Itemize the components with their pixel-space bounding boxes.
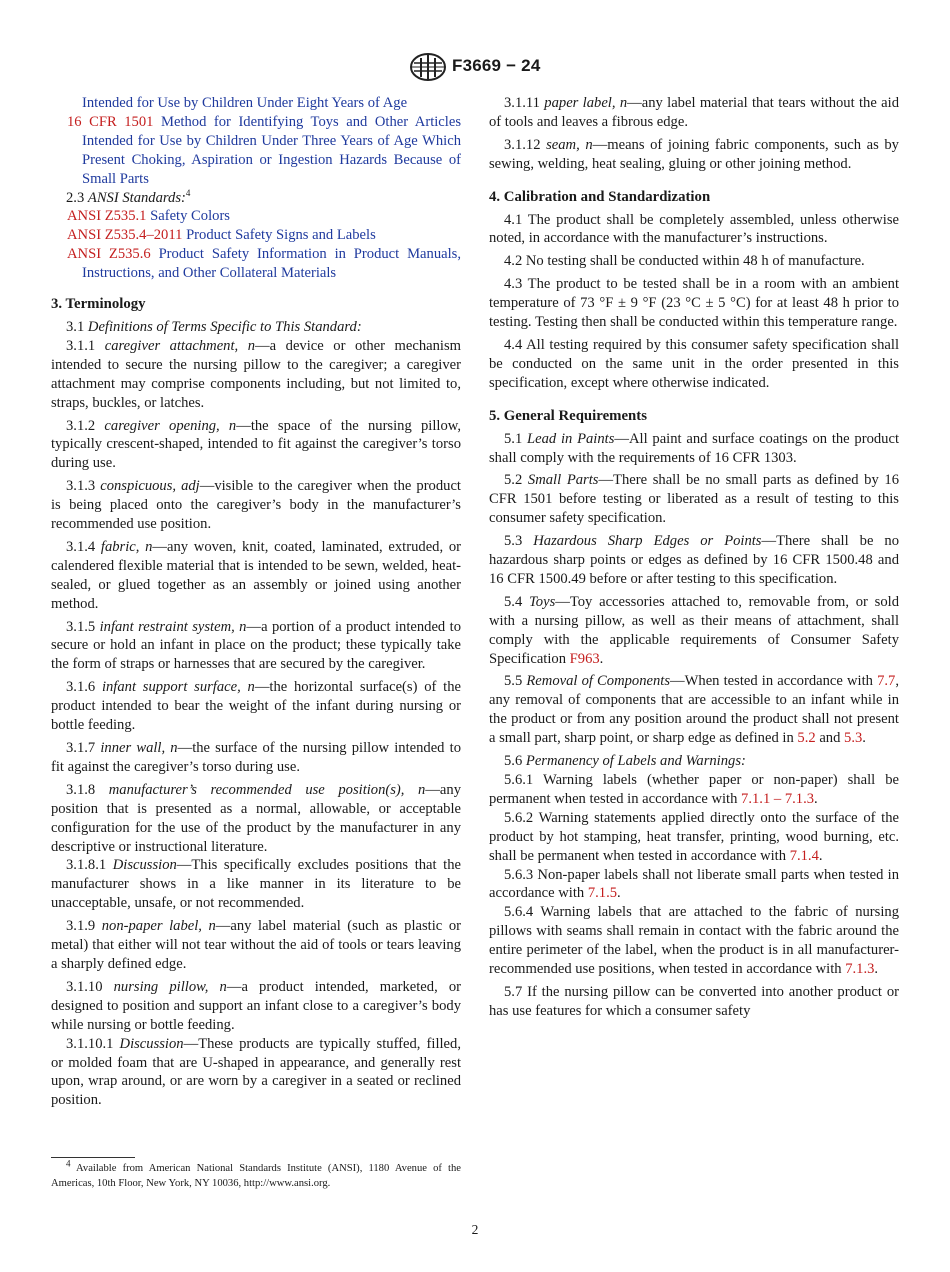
- paragraph: 3.1.11 paper label, n—any label material that tears without the aid of tools and leaves a fibrous edge.: [489, 95, 899, 130]
- reference-title[interactable]: Product Safety Information in Product Manuals, Instructions, and Other Collateral Materials: [82, 246, 461, 282]
- paragraph: 3.1 Definitions of Terms Specific to This Standard:: [66, 318, 362, 335]
- cross-reference-link[interactable]: 7.1.4: [789, 847, 819, 864]
- reference-item: [51, 226, 461, 245]
- paragraph: 3.1.7 inner wall, n—the surface of the nursing pillow intended to fit against the caregiver’s torso during use.: [51, 740, 461, 775]
- paragraph: 3.1.12 seam, n—means of joining fabric components, such as by sewing, welding, heat sealing, gluing or other joining method.: [489, 136, 899, 172]
- document-id: F3669 − 24: [452, 56, 541, 75]
- cross-reference-link[interactable]: 7.1.1 – 7.1.3: [741, 790, 815, 807]
- cross-reference-link[interactable]: 7.7: [877, 673, 896, 690]
- paragraph: 5.1 Lead in Paints—All paint and surface coatings on the product shall comply with the requirements of 16 CFR 1303.: [489, 430, 899, 466]
- paragraph: 3.1.5 infant restraint system, n—a portion of a product intended to secure or hold an infant in place on the product; these typically take the form of straps or harnesses that are secured by the caregiver.: [51, 618, 461, 673]
- astm-logo-icon: [408, 52, 448, 82]
- reference-title[interactable]: Product Safety Signs and Labels: [186, 227, 376, 244]
- reference-code[interactable]: ANSI Z535.4–2011: [67, 227, 183, 244]
- cross-reference-link[interactable]: F963: [569, 650, 600, 667]
- paragraph: 5.4 Toys—Toy accessories attached to, removable from, or sold with a nursing pillow, as well as their means of attachment, shall comply with the applicable requirements of Consumer Safety Specification F963.: [489, 593, 899, 667]
- paragraph: 3.1.10 nursing pillow, n—a product intended, marketed, or designed to position and support an infant close to a caregiver’s body while nursing or bottle feeding.: [51, 978, 461, 1033]
- reference-title[interactable]: Safety Colors: [150, 208, 230, 225]
- reference-code[interactable]: ANSI Z535.1: [67, 208, 147, 225]
- paragraph: 4.4 All testing required by this consumer safety specification shall be conducted on the same unit in the order presented in this specification, except where otherwise indicated.: [489, 336, 899, 391]
- cross-reference-link[interactable]: 5.2: [797, 730, 816, 747]
- section-heading: 5. General Requirements: [489, 407, 647, 424]
- paragraph: 4.1 The product shall be completely assembled, unless otherwise noted, in accordance with the manufacturer’s instructions.: [489, 211, 899, 247]
- paragraph: 5.6.1 Warning labels (whether paper or non-paper) shall be permanent when tested in accordance with 7.1.1 – 7.1.3.: [489, 772, 899, 807]
- page-header: [0, 52, 950, 84]
- paragraph: 5.3 Hazardous Sharp Edges or Points—There shall be no hazardous sharp points or edges as defined by 16 CFR 1500.48 and 16 CFR 1500.49 before or after testing to this specification.: [489, 533, 899, 587]
- paragraph: 4.2 No testing shall be conducted within 48 h of manufacture.: [504, 253, 865, 270]
- footnote-divider: [51, 1157, 135, 1158]
- paragraph: 5.6.2 Warning statements applied directly onto the surface of the product by hot stamping, heat transfer, printing, wood burning, etc. shall be permanent when tested in accordance with 7.1.4.: [489, 809, 899, 864]
- paragraph: 3.1.4 fabric, n—any woven, knit, coated, laminated, extruded, or calendered flexible material that is intended to be sewn, welded, heat-sealed, or glued together as an assembly or joined using another method.: [51, 538, 461, 612]
- ansi-standards-heading: 2.3 ANSI Standards:$^4$: [66, 187, 191, 206]
- paragraph: 3.1.10.1 Discussion—These products are typically stuffed, filled, or molded foam that are U-shaped in appearance, and generally rest upon, wrap around, or are worn by a caregiver in a seated or reclined position.: [51, 1035, 461, 1109]
- paragraph: 3.1.1 caregiver attachment, n—a device or other mechanism intended to secure the nursing pillow to the caregiver; a caregiver attachment may comprise components including, but not limited to, straps, buckles, or latches.: [51, 337, 461, 411]
- reference-title[interactable]: Method for Identifying Toys and Other Articles Intended for Use by Children Under Three Years of Age Which Present Choking, Aspiration or Ingestion Hazards Because of Small Parts: [82, 113, 461, 187]
- paragraph: 3.1.2 caregiver opening, n—the space of the nursing pillow, typically crescent-shaped, intended to fit against the caregiver’s torso during use.: [51, 417, 461, 472]
- paragraph: 5.6.4 Warning labels that are attached to the fabric of nursing pillows with seams shall remain in contact with the fabric around the entire perimeter of the label, when the product is in all manufacturer-recommended use positions, when tested in accordance with 7.1.3.: [489, 904, 899, 978]
- page-number: 2: [471, 1222, 479, 1237]
- footnote-marker[interactable]: 4: [185, 187, 191, 198]
- footnote-marker: 4: [66, 1158, 71, 1169]
- section-heading: 3. Terminology: [51, 296, 146, 313]
- footnote: $^4$ Available from American National Standards Institute (ANSI), 1180 Avenue of the Americas, 10th Floor, New York, NY 10036, http://www.ansi.org.: [51, 1158, 461, 1189]
- cross-reference-link[interactable]: 7.1.5: [587, 885, 618, 902]
- reference-code[interactable]: 16 CFR 1501: [67, 113, 154, 130]
- cross-reference-link[interactable]: 5.3: [844, 730, 863, 747]
- paragraph: 3.1.6 infant support surface, n—the horizontal surface(s) of the product intended to bear the weight of the infant during nursing or bottle feeding.: [51, 679, 461, 734]
- paragraph: 5.6.3 Non-paper labels shall not liberate small parts when tested in accordance with 7.1.5.: [489, 866, 899, 902]
- cross-reference-link[interactable]: 7.1.3: [845, 961, 875, 978]
- reference-code[interactable]: ANSI Z535.6: [67, 246, 151, 263]
- reference-item: [51, 113, 461, 189]
- section-heading: 4. Calibration and Standardization: [489, 188, 711, 205]
- paragraph: 3.1.3 conspicuous, adj—visible to the caregiver when the product is being placed onto the caregiver’s body in the manufacturer’s recommended use position.: [51, 478, 461, 533]
- left-column: [51, 94, 461, 1110]
- paragraph: 4.3 The product to be tested shall be in a room with an ambient temperature of 73 °F ± 9 °F (23 °C ± 5 °C) for at least 48 h prior to testing. Testing then shall be conducted within this temperature range.: [489, 276, 899, 331]
- paragraph: 3.1.8 manufacturer’s recommended use position(s), n—any position that is presented as a normal, allowable, or acceptable configuration for the use of the product by the manufacturer in any descriptive or instructional literature.: [51, 781, 461, 855]
- paragraph: 5.7 If the nursing pillow can be converted into another product or has use features for which a consumer safety: [489, 983, 899, 1019]
- paragraph: 3.1.8.1 Discussion—This specifically excludes positions that the manufacturer shows in a like manner in its literature to be unacceptable, unsafe, or not recommended.: [51, 857, 461, 912]
- right-column: [489, 94, 899, 1021]
- reference-title[interactable]: Intended for Use by Children Under Eight Years of Age: [82, 95, 408, 111]
- paragraph: 5.5 Removal of Components—When tested in accordance with 7.7, any removal of components that are accessible to an infant while in the product or from any position around the product shall not present a small part, sharp point, or sharp edge as defined in 5.2 and 5.3.: [489, 673, 899, 747]
- reference-item: [51, 245, 461, 283]
- reference-item: [51, 94, 461, 113]
- paragraph: 5.2 Small Parts—There shall be no small parts as defined by 16 CFR 1501 before testing or liberated as a result of testing to this consumer safety specification.: [489, 472, 900, 527]
- paragraph: 5.6 Permanency of Labels and Warnings:: [504, 753, 746, 770]
- paragraph: 3.1.9 non-paper label, n—any label material (such as plastic or metal) that either will not tear without the aid of tools or tears leaving a sharply defined edge.: [51, 918, 461, 972]
- reference-item: [51, 207, 461, 226]
